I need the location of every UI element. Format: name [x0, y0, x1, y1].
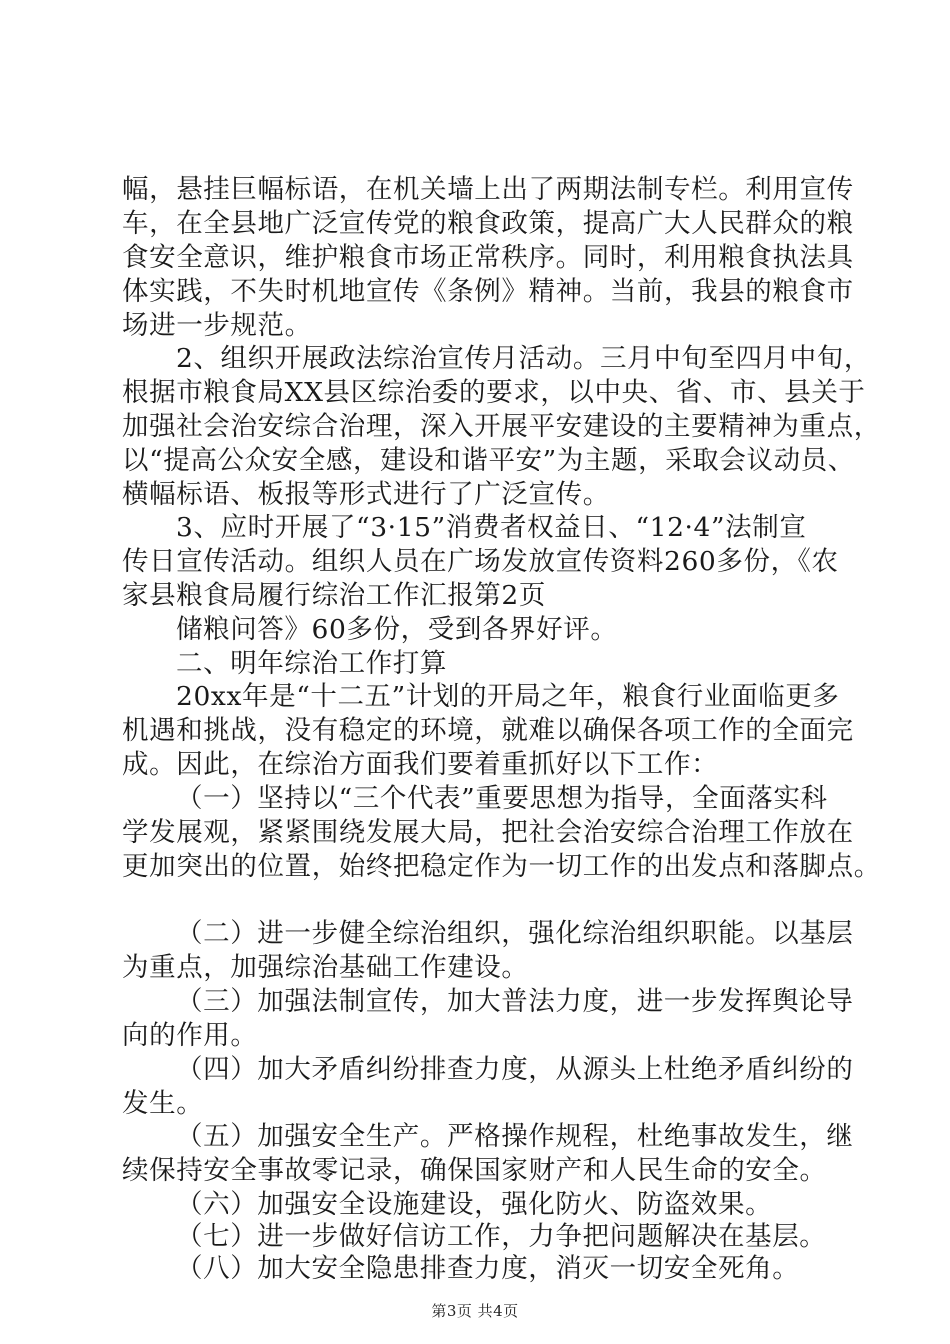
- paragraph-line: 储粮问答》60多份，受到各界好评。: [176, 614, 618, 645]
- list-item-line: （八）加大安全隐患排查力度，消灭一切安全死角。: [176, 1253, 800, 1284]
- list-item-line: （七）进一步做好信访工作，力争把问题解决在基层。: [176, 1221, 827, 1252]
- paragraph-line: 3、应时开展了“3·15”消费者权益日、“12·4”法制宣: [176, 512, 807, 543]
- paragraph-line: 以“提高公众安全感，建设和谐平安”为主题，采取会议动员、: [122, 445, 855, 476]
- list-item-line: （三）加强法制宣传，加大普法力度，进一步发挥舆论导: [176, 986, 854, 1017]
- list-item-line: （二）进一步健全综治组织，强化综治组织职能。以基层: [176, 918, 854, 949]
- paragraph-line: 家县粮食局履行综治工作汇报第2页: [122, 580, 546, 611]
- list-item-line: （四）加大矛盾纠纷排查力度，从源头上杜绝矛盾纠纷的: [176, 1054, 854, 1085]
- paragraph-line: 根据市粮食局XX县区综治委的要求，以中央、省、市、县关于: [122, 377, 866, 408]
- paragraph-line: 幅，悬挂巨幅标语，在机关墙上出了两期法制专栏。利用宣传: [122, 174, 854, 205]
- section-heading: 二、明年综治工作打算: [176, 648, 447, 679]
- list-item-line: （六）加强安全设施建设，强化防火、防盗效果。: [176, 1189, 773, 1220]
- list-item-line: （一）坚持以“三个代表”重要思想为指导，全面落实科: [176, 783, 828, 814]
- page-footer: 第3页 共4页: [431, 1302, 519, 1320]
- list-item-line: 为重点，加强综治基础工作建设。: [122, 952, 529, 983]
- list-item-line: 发生。: [122, 1088, 204, 1119]
- paragraph-line: 加强社会治安综合治理，深入开展平安建设的主要精神为重点，: [122, 411, 881, 442]
- paragraph-line: 机遇和挑战，没有稳定的环境，就难以确保各项工作的全面完: [122, 715, 854, 746]
- list-item-line: 更加突出的位置，始终把稳定作为一切工作的出发点和落脚点。: [122, 851, 881, 882]
- paragraph-line: 传日宣传活动。组织人员在广场发放宣传资料260多份，《农: [122, 546, 839, 577]
- paragraph-line: 食安全意识，维护粮食市场正常秩序。同时，利用粮食执法具: [122, 242, 854, 273]
- paragraph-line: 2、组织开展政法综治宣传月活动。三月中旬至四月中旬，: [176, 343, 871, 374]
- paragraph-line: 成。因此，在综治方面我们要着重抓好以下工作：: [122, 749, 719, 780]
- list-item-line: 向的作用。: [122, 1020, 258, 1051]
- paragraph-line: 车，在全县地广泛宣传党的粮食政策，提高广大人民群众的粮: [122, 208, 854, 239]
- list-item-line: （五）加强安全生产。严格操作规程，杜绝事故发生，继: [176, 1121, 854, 1152]
- paragraph-line: 场进一步规范。: [122, 310, 312, 341]
- list-item-line: 续保持安全事故零记录，确保国家财产和人民生命的安全。: [122, 1155, 827, 1186]
- paragraph-line: 体实践，不失时机地宣传《条例》精神。当前，我县的粮食市: [122, 276, 854, 307]
- list-item-line: 学发展观，紧紧围绕发展大局，把社会治安综合治理工作放在: [122, 817, 854, 848]
- paragraph-line: 20xx年是“十二五”计划的开局之年，粮食行业面临更多: [176, 681, 840, 712]
- paragraph-line: 横幅标语、板报等形式进行了广泛宣传。: [122, 479, 610, 510]
